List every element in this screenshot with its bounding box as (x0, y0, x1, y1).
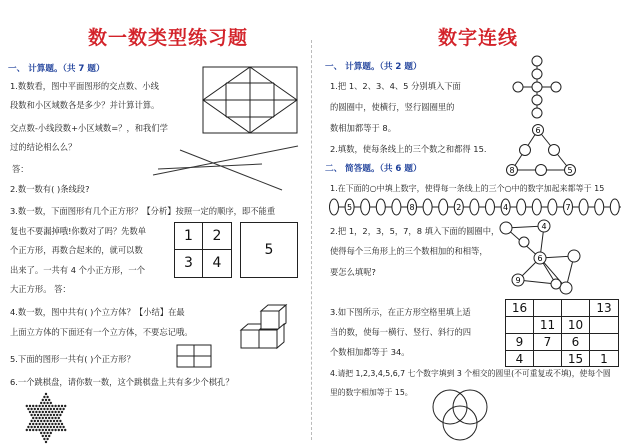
q1-answer: 答： (12, 164, 29, 174)
board-hole (37, 408, 39, 410)
board-hole (48, 423, 50, 425)
r4-line-1: 2.把 1，2，3，5，7，8 填入下面的圆圈中， (330, 226, 500, 236)
r6-line-1: 4.请把 1,2,3,4,5,6,7 七个数字填到 3 个相交的圆里(不可重复或不填)，使每个圆 (330, 369, 611, 378)
board-hole (38, 411, 40, 413)
board-hole (61, 405, 63, 407)
board-hole (53, 426, 55, 428)
q2-text: 2.数一数有( )条线段? (10, 184, 90, 194)
board-hole (35, 405, 37, 407)
board-hole (54, 429, 56, 431)
r2-text: 2.填数，使每条线上的三个数之和都得 15. (330, 144, 487, 154)
board-hole (56, 414, 58, 416)
grid-cell: 7 (534, 334, 562, 351)
board-hole (48, 417, 50, 419)
r2-node-5: 5 (567, 166, 573, 175)
board-hole (50, 420, 52, 422)
r3-chain-figure (326, 196, 626, 218)
board-hole (26, 429, 28, 431)
board-hole (35, 429, 37, 431)
board-hole (42, 417, 44, 419)
board-hole (46, 420, 48, 422)
board-hole (43, 438, 45, 440)
q3-line-3: 个正方形，再数合起来的，就可以数 (10, 245, 143, 255)
board-hole (46, 438, 48, 440)
q4-cubes-figure (240, 299, 296, 351)
board-hole (35, 411, 37, 413)
board-hole (51, 405, 53, 407)
board-hole (50, 414, 52, 416)
r5-line-1: 3.如下图所示，在正方形空格里填上适 (330, 307, 471, 317)
board-hole (37, 420, 39, 422)
board-hole (45, 435, 47, 437)
q4-line-2: 上面立方体的下面还有一个立方体，不要忘记哦。 (10, 327, 193, 337)
board-hole (38, 423, 40, 425)
board-hole (45, 399, 47, 401)
grid-cell (562, 300, 590, 317)
board-hole (38, 417, 40, 419)
board-hole (40, 414, 42, 416)
board-hole (58, 429, 60, 431)
board-hole (29, 429, 31, 431)
grid-cell (590, 334, 618, 351)
page-divider (311, 40, 315, 440)
board-hole (59, 420, 61, 422)
board-hole (54, 423, 56, 425)
board-hole (43, 408, 45, 410)
board-hole (42, 435, 44, 437)
board-hole (62, 408, 64, 410)
grid-cell (534, 351, 562, 367)
chain-oval (439, 199, 448, 215)
board-hole (35, 417, 37, 419)
q4-line-1: 4.数一数，图中共有( )个立方体？【小结】在最 (10, 307, 185, 317)
board-hole (58, 417, 60, 419)
board-hole (58, 423, 60, 425)
right-section1-header: 一、 计算题。（共 2 题） (325, 62, 422, 72)
board-hole (40, 432, 42, 434)
board-hole (30, 408, 32, 410)
q1-line-3: 交点数-小线段数+小区域数=？，和我们学 (10, 123, 168, 133)
r1-line-3: 数相加都等于 8。 (330, 123, 396, 133)
chain-number: 2 (456, 203, 462, 212)
board-hole (45, 441, 47, 443)
grid-cell: 4 (506, 351, 534, 367)
board-hole (46, 402, 48, 404)
board-hole (56, 426, 58, 428)
board-hole (56, 408, 58, 410)
board-hole (40, 402, 42, 404)
chain-number: 7 (565, 203, 571, 212)
board-hole (48, 429, 50, 431)
board-hole (27, 408, 29, 410)
board-hole (30, 426, 32, 428)
q3-square-2: 2 (203, 223, 231, 250)
board-hole (43, 426, 45, 428)
board-hole (45, 393, 47, 395)
board-hole (43, 396, 45, 398)
r4-line-2: 使得每个三角形上的三个数相加的和相等， (330, 246, 488, 256)
q2-lines-figure (150, 142, 300, 192)
board-hole (45, 411, 47, 413)
board-hole (34, 414, 36, 416)
grid-cell: 15 (562, 351, 590, 367)
board-hole (58, 411, 60, 413)
q1-diamond-figure (202, 66, 298, 134)
r1-line-2: 的圆圈中，使横行，竖行圆圈里的 (330, 102, 455, 112)
grid-cell: 9 (506, 334, 534, 351)
chain-number: 4 (503, 203, 509, 212)
board-hole (32, 411, 34, 413)
r3-text: 1.在下面的○中填上数字，使得每一条线上的三个○中的数字加起来都等于 15 (330, 184, 605, 193)
board-hole (53, 408, 55, 410)
board-hole (37, 414, 39, 416)
board-hole (26, 405, 28, 407)
board-hole (42, 405, 44, 407)
r4-node-6: 6 (537, 254, 543, 263)
grid-cell (506, 317, 534, 334)
board-hole (46, 396, 48, 398)
q3-line-1: 3.数一数，下面图形有几个正方形？【分析】按照一定的顺序，即不能重 (10, 206, 276, 216)
board-hole (51, 423, 53, 425)
r6-line-2: 里的数字相加等于 15。 (330, 388, 413, 397)
r2-triangle-figure (504, 122, 584, 178)
right-page-title: 数字连线 (438, 27, 519, 49)
board-hole (51, 429, 53, 431)
q3-square-1: 1 (175, 223, 203, 250)
grid-cell: 1 (600, 352, 608, 366)
board-hole (45, 405, 47, 407)
q5-square-figure (176, 344, 212, 368)
board-hole (37, 426, 39, 428)
q5-text: 5.下面的图形一共有( )个正方形？ (10, 354, 135, 364)
board-hole (51, 411, 53, 413)
r4-node-9: 9 (515, 276, 521, 285)
r5-magic-square (505, 299, 619, 367)
board-hole (32, 429, 34, 431)
grid-cell: 11 (534, 317, 562, 334)
chain-number: 5 (347, 203, 353, 212)
chain-oval (595, 199, 604, 215)
r4-line-3: 要怎么填呢? (330, 267, 376, 277)
board-hole (40, 420, 42, 422)
grid-cell: 13 (590, 300, 618, 317)
r4-triangles-figure (496, 216, 586, 292)
r6-venn-figure (425, 385, 495, 443)
chain-oval (579, 199, 588, 215)
board-hole (59, 414, 61, 416)
q3-line-2: 复也不要漏掉哦!你数对了吗？先数单 (10, 226, 147, 236)
grid-cell: 6 (562, 334, 590, 351)
board-hole (40, 426, 42, 428)
board-hole (50, 402, 52, 404)
board-hole (53, 414, 55, 416)
chain-oval (486, 199, 495, 215)
board-hole (58, 405, 60, 407)
board-hole (27, 426, 29, 428)
board-hole (46, 432, 48, 434)
board-hole (30, 420, 32, 422)
board-hole (54, 405, 56, 407)
board-hole (45, 417, 47, 419)
chain-oval (532, 199, 541, 215)
board-hole (46, 426, 48, 428)
r2-node-8: 8 (509, 166, 515, 175)
board-hole (38, 429, 40, 431)
left-page-title: 数一数类型练习题 (88, 27, 249, 49)
chain-oval (376, 199, 385, 215)
board-hole (43, 402, 45, 404)
board-hole (45, 429, 47, 431)
board-hole (54, 417, 56, 419)
board-hole (32, 423, 34, 425)
board-hole (32, 405, 34, 407)
board-hole (46, 414, 48, 416)
chain-oval (610, 199, 619, 215)
board-hole (61, 411, 63, 413)
chain-oval (361, 199, 370, 215)
board-hole (32, 417, 34, 419)
grid-cell: 16 (506, 300, 534, 317)
board-hole (48, 435, 50, 437)
board-hole (50, 432, 52, 434)
board-hole (35, 423, 37, 425)
board-hole (38, 405, 40, 407)
board-hole (42, 411, 44, 413)
board-hole (50, 426, 52, 428)
board-hole (62, 426, 64, 428)
right-section2-header: 二、 简答题。（共 6 题） (325, 164, 422, 174)
q3-square-3: 3 (175, 250, 203, 277)
chain-oval (470, 199, 479, 215)
board-hole (34, 426, 36, 428)
board-hole (29, 423, 31, 425)
board-hole (45, 423, 47, 425)
chain-oval (517, 199, 526, 215)
board-hole (50, 408, 52, 410)
chain-number: 8 (409, 203, 415, 212)
q3-line-5: 大正方形。 答： (10, 284, 71, 294)
board-hole (29, 405, 31, 407)
board-hole (61, 423, 63, 425)
left-section-header: 一、 计算题。（共 7 题） (8, 64, 105, 74)
board-hole (59, 426, 61, 428)
board-hole (43, 420, 45, 422)
board-hole (40, 408, 42, 410)
board-hole (48, 405, 50, 407)
board-hole (29, 411, 31, 413)
board-hole (64, 405, 66, 407)
q3-small-squares (174, 222, 232, 278)
q3-line-4: 出来了。一共有 4 个小正方形，一个 (10, 265, 146, 275)
chain-oval (330, 199, 339, 215)
board-hole (53, 420, 55, 422)
board-hole (48, 411, 50, 413)
chain-oval (423, 199, 432, 215)
r2-node-6: 6 (535, 126, 541, 135)
q3-square-4: 4 (212, 255, 222, 271)
board-hole (46, 408, 48, 410)
board-hole (51, 417, 53, 419)
q1-line-4: 过的结论相么么？ (10, 142, 77, 152)
board-hole (30, 414, 32, 416)
board-hole (42, 423, 44, 425)
board-hole (43, 432, 45, 434)
r1-line-1: 1.把 1、2、3、4、5 分别填入下面 (330, 81, 461, 91)
board-hole (43, 414, 45, 416)
grid-cell (590, 317, 618, 334)
board-hole (56, 420, 58, 422)
board-hole (61, 429, 63, 431)
grid-cell: 10 (562, 317, 590, 334)
board-hole (42, 399, 44, 401)
board-hole (48, 399, 50, 401)
q1-line-1: 1.数数看，图中平面图形的交点数、小线 (10, 81, 159, 91)
r1-cross-figure (512, 54, 562, 120)
grid-cell (534, 300, 562, 317)
q3-big-square: 5 (240, 222, 298, 278)
board-hole (34, 408, 36, 410)
chain-oval (392, 199, 401, 215)
board-hole (64, 429, 66, 431)
board-hole (59, 408, 61, 410)
board-hole (42, 429, 44, 431)
q6-text: 6.一个跳棋盘，请你数一数，这个跳棋盘上共有多少个棋孔？ (10, 377, 234, 387)
r5-line-2: 当的数，使每一横行、竖行、斜行的四 (330, 327, 472, 337)
q1-line-2: 段数和小区域数各是多少？并计算计算。 (10, 100, 160, 110)
board-hole (54, 411, 56, 413)
q6-chinese-checkers-figure (22, 392, 70, 444)
r5-line-3: 个数相加都等于 34。 (330, 347, 410, 357)
board-hole (34, 420, 36, 422)
chain-oval (548, 199, 557, 215)
r4-node-4: 4 (541, 222, 547, 231)
